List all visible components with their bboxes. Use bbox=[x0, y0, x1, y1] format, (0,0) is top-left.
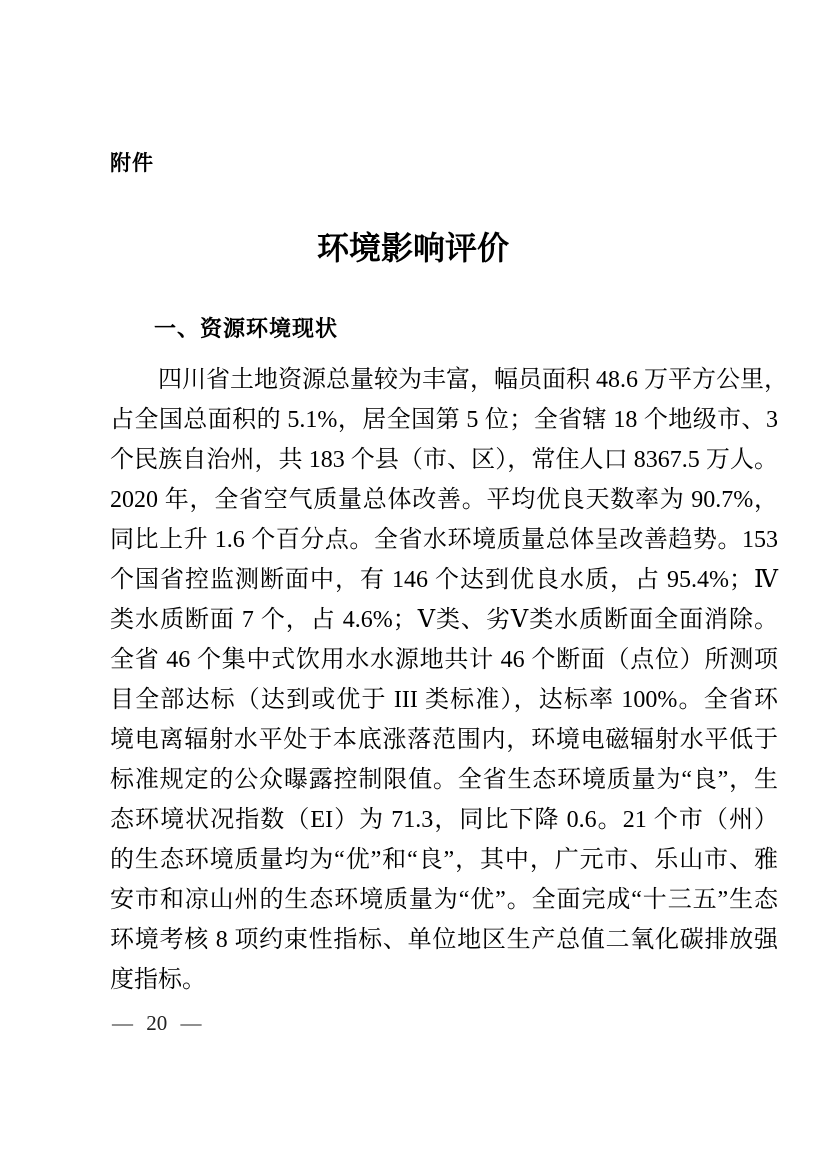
body-line: 环境考核 8 项约束性指标、单位地区生产总值二氧化碳排放强 bbox=[110, 927, 778, 953]
body-line: 个国省控监测断面中，有 146 个达到优良水质，占 95.4%；Ⅳ bbox=[110, 567, 778, 593]
body-line: 四川省土地资源总量较为丰富，幅员面积 48.6 万平方公里， bbox=[158, 367, 788, 393]
body-line: 类水质断面 7 个，占 4.6%；Ⅴ类、劣Ⅴ类水质断面全面消除。 bbox=[110, 607, 778, 633]
body-line: 标准规定的公众曝露控制限值。全省生态环境质量为“良”，生 bbox=[110, 767, 778, 793]
body-line: 的生态环境质量均为“优”和“良”，其中，广元市、乐山市、雅 bbox=[110, 847, 778, 873]
body-line: 全省 46 个集中式饮用水水源地共计 46 个断面（点位）所测项 bbox=[110, 647, 778, 673]
body-line: 2020 年，全省空气质量总体改善。平均优良天数率为 90.7%， bbox=[110, 487, 778, 513]
body-paragraph bbox=[110, 360, 788, 1000]
body-line: 境电离辐射水平处于本底涨落范围内，环境电磁辐射水平低于 bbox=[110, 727, 778, 753]
body-line: 度指标。 bbox=[110, 967, 206, 993]
body-line: 目全部达标（达到或优于 III 类标准），达标率 100%。全省环 bbox=[110, 687, 778, 713]
page-number: — 20 — bbox=[112, 1011, 202, 1035]
body-line: 占全国总面积的 5.1%，居全国第 5 位；全省辖 18 个地级市、3 bbox=[110, 407, 778, 433]
attachment-label: 附件 bbox=[110, 152, 154, 175]
document-title: 环境影响评价 bbox=[316, 229, 509, 267]
body-line: 态环境状况指数（EI）为 71.3，同比下降 0.6。21 个市（州） bbox=[110, 807, 778, 833]
section-heading: 一、资源环境现状 bbox=[154, 316, 339, 341]
body-line: 个民族自治州，共 183 个县（市、区），常住人口 8367.5 万人。 bbox=[110, 447, 778, 473]
body-line: 安市和凉山州的生态环境质量为“优”。全面完成“十三五”生态 bbox=[110, 887, 778, 913]
body-line: 同比上升 1.6 个百分点。全省水环境质量总体呈改善趋势。153 bbox=[110, 527, 778, 553]
